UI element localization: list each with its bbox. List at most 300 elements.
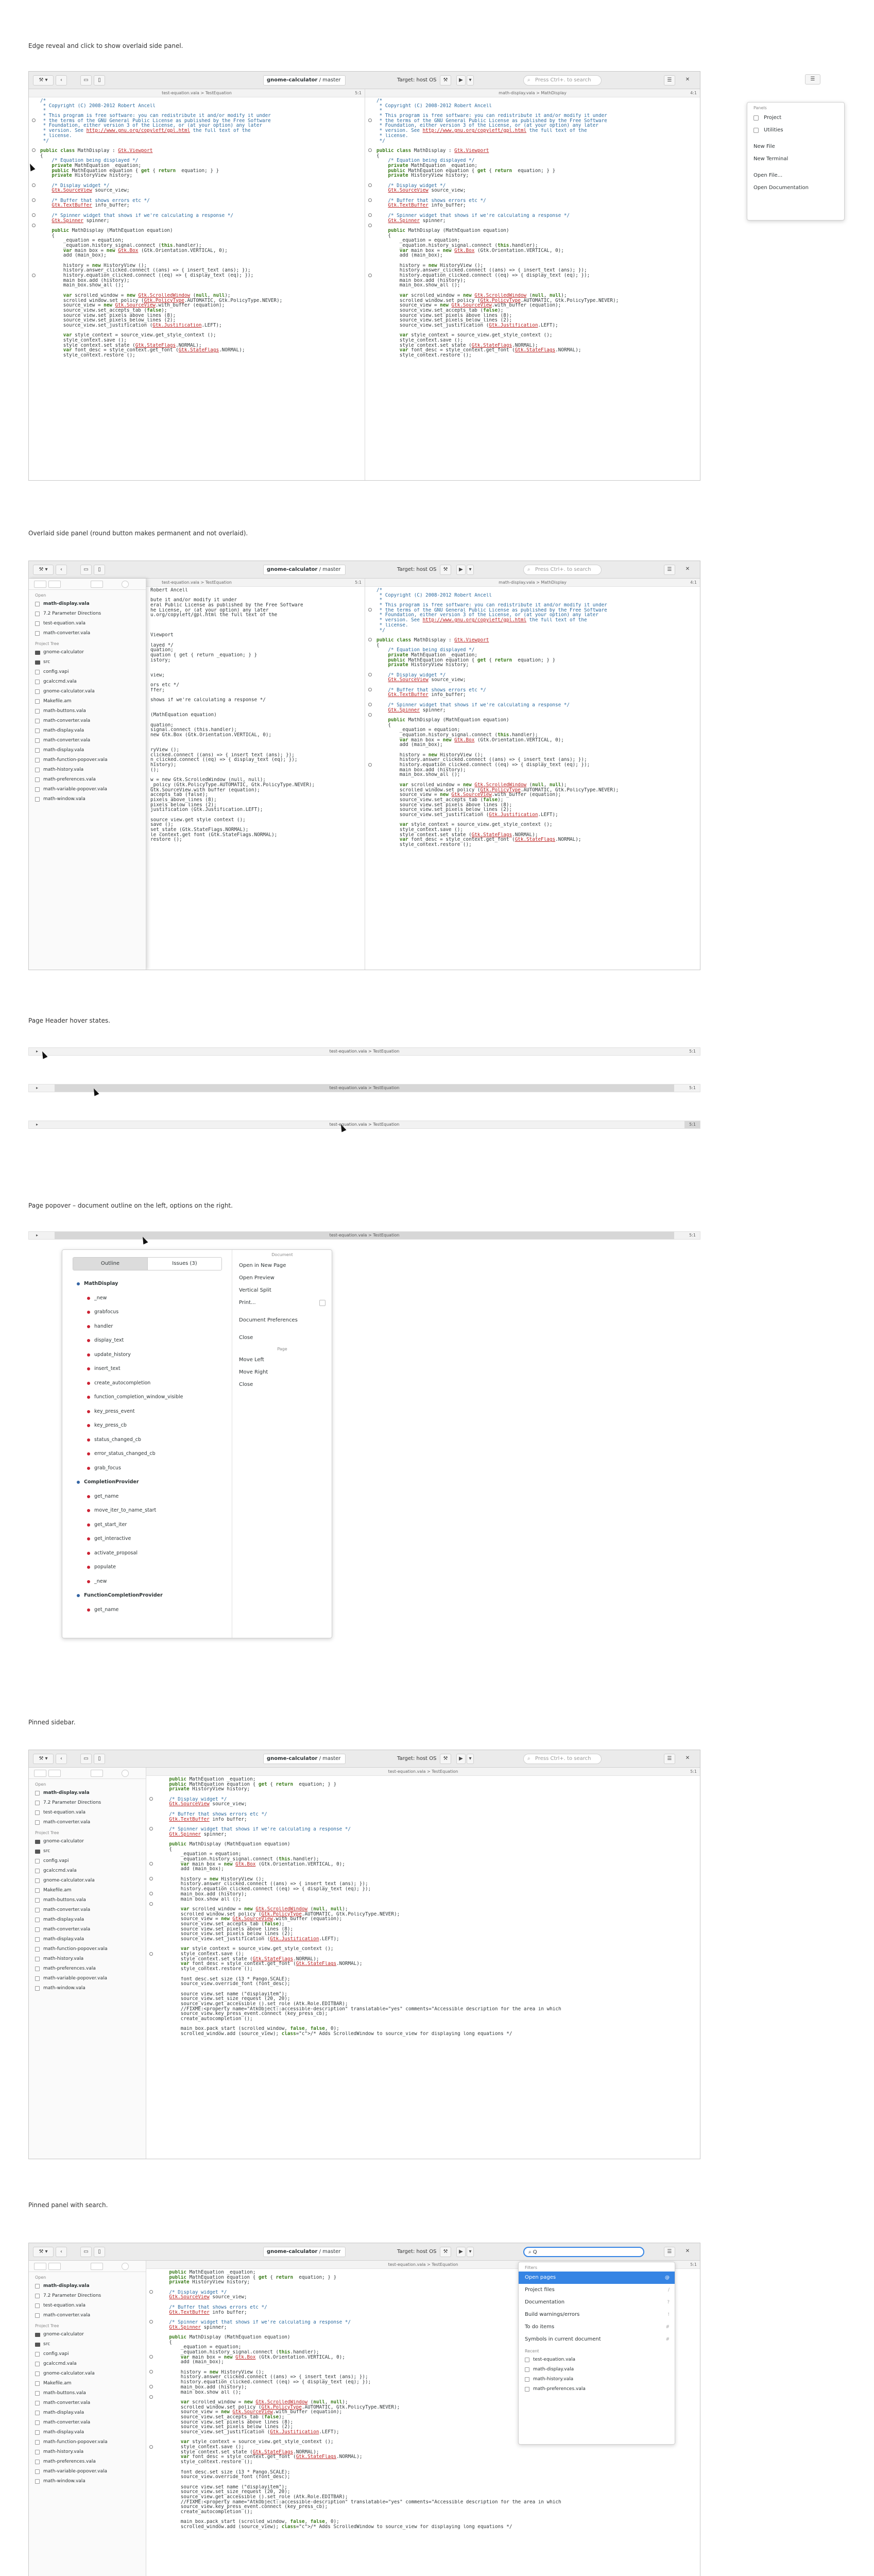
project-tree-item[interactable]: math-preferences.vala bbox=[29, 2457, 146, 2467]
project-tree-item[interactable]: math-function-popover.vala bbox=[29, 1944, 146, 1954]
open-page-item[interactable]: math-display.vala bbox=[29, 599, 146, 609]
gutter-marker bbox=[368, 673, 372, 676]
folder-icon bbox=[35, 2333, 40, 2337]
code-line: public MathEquation equation { get { return _equation; } } bbox=[388, 168, 556, 174]
search-filter-item[interactable]: Documentation ? bbox=[525, 2299, 670, 2305]
project-tree-item[interactable]: math-buttons.vala bbox=[29, 1895, 146, 1905]
sidebar-toolbar bbox=[29, 2261, 146, 2272]
code-line bbox=[150, 677, 365, 683]
edit-icon[interactable] bbox=[91, 581, 103, 588]
outline-item[interactable]: get_name bbox=[62, 1489, 232, 1504]
project-tree-item[interactable]: math-display.vala bbox=[29, 2428, 146, 2437]
play-icon: ▶ bbox=[459, 77, 463, 83]
menu-button[interactable] bbox=[664, 2247, 675, 2257]
project-tree-item[interactable]: gcalccmd.vala bbox=[29, 677, 146, 687]
caption-overlaid-panel: Overlaid side panel (round button makes permanent and not overlaid). bbox=[28, 530, 248, 537]
page-popover bbox=[62, 1249, 332, 1638]
outline-item[interactable]: FunctionCompletionProvider bbox=[62, 1588, 232, 1603]
edit-icon[interactable] bbox=[91, 2263, 103, 2270]
project-tree-item[interactable]: math-variable-popover.vala bbox=[29, 2467, 146, 2477]
run-button[interactable] bbox=[456, 2247, 466, 2257]
back-button[interactable] bbox=[56, 1754, 67, 1764]
menu-open-file[interactable]: Open File... bbox=[753, 173, 783, 178]
document-icon: ▭ bbox=[83, 77, 89, 83]
recent-item[interactable]: test-equation.vala bbox=[519, 2355, 675, 2365]
code-line: var style_context = source_view.get_style_context (); bbox=[180, 2439, 334, 2445]
code-line: Gtk.TextBuffer info_buffer; bbox=[169, 1817, 247, 1822]
chevron-right-icon[interactable]: ▸ bbox=[36, 1086, 39, 1090]
code-line bbox=[158, 2515, 700, 2520]
close-button[interactable] bbox=[682, 2247, 693, 2257]
build-target[interactable]: Target: host OS bbox=[397, 77, 437, 83]
page-header[interactable]: test-equation.vala > TestEquation 5:1 bbox=[146, 1768, 700, 1776]
recent-item[interactable]: math-display.vala bbox=[519, 2365, 675, 2375]
code-line: public MathDisplay (MathEquation equation) bbox=[52, 228, 173, 233]
build-button[interactable] bbox=[440, 1754, 451, 1764]
code-line bbox=[150, 738, 365, 743]
run-button[interactable] bbox=[456, 1754, 466, 1764]
project-tree-item[interactable]: math-history.vala bbox=[29, 2447, 146, 2457]
project-tree-item[interactable]: gnome-calculator bbox=[29, 1837, 146, 1846]
new-document-button[interactable] bbox=[80, 75, 92, 86]
menu-move-right[interactable]: Move Right bbox=[239, 1369, 268, 1375]
back-button[interactable] bbox=[56, 565, 67, 575]
page-header[interactable]: test-equation.vala > TestEquation 5:1 bbox=[29, 89, 365, 97]
page-header[interactable]: test-equation.vala > TestEquation 5:1 bbox=[146, 2261, 700, 2269]
menu-button[interactable] bbox=[664, 565, 675, 575]
open-page-item[interactable]: math-display.vala bbox=[29, 1788, 146, 1798]
tab-issues[interactable]: Issues (3) bbox=[147, 1258, 221, 1270]
code-line: var style_context = source_view.get_style_context (); bbox=[399, 822, 553, 827]
code-line: main_box.add (history); bbox=[158, 1891, 247, 1897]
code-line: style_context.set_state (Gtk.StateFlags.NORMAL); bbox=[40, 343, 202, 348]
code-line: { bbox=[158, 1846, 172, 1852]
code-line: style_context.set_state (Gtk.StateFlags.NORMAL); bbox=[376, 832, 538, 838]
recent-item[interactable]: math-history.vala bbox=[519, 2375, 675, 2384]
menu-vertical-split[interactable]: Vertical Split bbox=[239, 1287, 271, 1293]
window-pinned-search bbox=[28, 2243, 700, 2576]
page-header[interactable]: math-display.vala > MathDisplay 4:1 bbox=[365, 579, 700, 587]
split-view-button[interactable] bbox=[94, 2247, 105, 2257]
project-tree-item[interactable]: math-buttons.vala bbox=[29, 2388, 146, 2398]
menu-close-page[interactable]: Close bbox=[239, 1382, 253, 1387]
code-line: scrolled_window.add (source_view); class="c">/* Adds ScrolledWindow to source_view for displaying long equations */ bbox=[158, 2031, 512, 2037]
outline-item[interactable]: get_start_iter bbox=[62, 1518, 232, 1532]
search-filter-item[interactable]: Project files / bbox=[525, 2287, 670, 2293]
outline-item[interactable]: activate_proposal bbox=[62, 1546, 232, 1561]
project-branch-label[interactable] bbox=[263, 75, 346, 86]
project-tree-item[interactable]: math-variable-popover.vala bbox=[29, 785, 146, 794]
build-button[interactable] bbox=[440, 2247, 451, 2257]
project-tree-item[interactable]: src bbox=[29, 657, 146, 667]
outline-item[interactable]: _new bbox=[62, 1291, 232, 1306]
editor-gutter bbox=[29, 98, 39, 480]
page-header-active[interactable]: ▸ test-equation.vala > TestEquation 5:1 bbox=[28, 1231, 700, 1240]
project-tree-item[interactable]: math-function-popover.vala bbox=[29, 2437, 146, 2447]
code-line: public MathEquation _equation; bbox=[169, 1777, 256, 1782]
build-menu-button[interactable] bbox=[33, 565, 54, 575]
code-line: source_view.set_accepts_tab (false); bbox=[158, 2414, 285, 2420]
list-view-icon[interactable] bbox=[34, 2263, 46, 2270]
file-icon bbox=[35, 2479, 40, 2484]
panels-menu-button[interactable]: ☰ bbox=[805, 74, 820, 84]
code-line: source_view.set_justification (Gtk.Justification.LEFT); bbox=[158, 1937, 339, 1942]
panel-toggle-project[interactable]: Project bbox=[747, 112, 844, 124]
branch-name: / master bbox=[319, 2249, 341, 2255]
outline-item[interactable]: error_status_changed_cb bbox=[62, 1447, 232, 1461]
close-button[interactable] bbox=[682, 75, 693, 86]
code-line: var style_context = source_view.get_style_context (); bbox=[180, 1946, 334, 1952]
outline-item[interactable]: create_autocompletion bbox=[62, 1376, 232, 1391]
edit-icon[interactable] bbox=[91, 1770, 103, 1777]
project-tree-item[interactable]: config.vapi bbox=[29, 667, 146, 677]
file-icon bbox=[35, 1976, 40, 1981]
code-line: * This program is free software: you can redistribute it and/or modify it under bbox=[40, 113, 271, 118]
outline-item[interactable]: grab_focus bbox=[62, 1461, 232, 1476]
menu-open-preview[interactable]: Open Preview bbox=[239, 1275, 275, 1281]
open-page-item[interactable]: 7.2 Parameter Directions bbox=[29, 1798, 146, 1808]
new-document-button[interactable] bbox=[80, 565, 92, 575]
panel-toggle-utilities[interactable]: Utilities bbox=[747, 124, 844, 137]
menu-open-new-page[interactable]: Open in New Page bbox=[239, 1263, 286, 1268]
hammer-icon: ⚒ ▾ bbox=[39, 1756, 48, 1761]
code-line: history.answer_clicked.connect ((ans) => { insert_text (ans); }); bbox=[158, 2375, 368, 2380]
outline-item[interactable]: display_text bbox=[62, 1333, 232, 1348]
header-bar bbox=[29, 561, 700, 579]
search-filter-item[interactable]: Open pages @ bbox=[519, 2272, 675, 2284]
document-icon bbox=[525, 2367, 529, 2372]
project-tree-item[interactable]: config.vapi bbox=[29, 1856, 146, 1866]
chevron-right-icon[interactable]: ▸ bbox=[36, 1049, 39, 1054]
outline-item[interactable]: _new bbox=[62, 1574, 232, 1589]
project-tree-item[interactable]: math-buttons.vala bbox=[29, 706, 146, 716]
project-tree-item[interactable]: math-preferences.vala bbox=[29, 775, 146, 785]
symbol-icon bbox=[87, 1396, 90, 1399]
project-tree-item[interactable]: math-converter.vala bbox=[29, 736, 146, 745]
open-page-item[interactable]: 7.2 Parameter Directions bbox=[29, 2291, 146, 2301]
project-tree-item[interactable]: math-display.vala bbox=[29, 1935, 146, 1944]
gutter-marker bbox=[149, 1862, 153, 1866]
project-tree-heading: Project Tree bbox=[35, 2324, 59, 2328]
pin-panel-button[interactable] bbox=[122, 2263, 129, 2270]
code-line bbox=[376, 193, 700, 198]
project-branch-label[interactable] bbox=[263, 565, 346, 575]
project-tree-item[interactable]: math-converter.vala bbox=[29, 2418, 146, 2428]
code-line: _equation.history_signal.connect (this.handler); bbox=[40, 243, 202, 248]
hammer-icon: ⚒ bbox=[443, 2249, 448, 2255]
symbol-icon bbox=[87, 1566, 90, 1569]
project-tree-item[interactable]: math-variable-popover.vala bbox=[29, 1974, 146, 1984]
project-name: gnome-calculator bbox=[267, 1756, 318, 1761]
list-view-icon[interactable] bbox=[34, 581, 46, 588]
grid-view-icon[interactable] bbox=[48, 2263, 61, 2270]
code-line: /* Equation being displayed */ bbox=[376, 648, 475, 653]
page-header-hover[interactable]: ▸ test-equation.vala > TestEquation 5:1 bbox=[28, 1084, 700, 1092]
file-icon bbox=[35, 689, 40, 694]
code-line: var main_box = new Gtk.Box (Gtk.Orientation.VERTICAL, 0); bbox=[180, 1861, 345, 1867]
open-page-item[interactable]: test-equation.vala bbox=[29, 619, 146, 629]
project-tree-item[interactable]: math-converter.vala bbox=[29, 2398, 146, 2408]
gutter-marker bbox=[149, 1877, 153, 1880]
open-page-item[interactable]: math-display.vala bbox=[29, 2281, 146, 2291]
code-line: pixels_below_lines (2); bbox=[150, 802, 217, 808]
file-icon bbox=[35, 2362, 40, 2366]
outline-item[interactable]: CompletionProvider bbox=[62, 1475, 232, 1489]
project-tree-item[interactable]: math-preferences.vala bbox=[29, 1964, 146, 1974]
build-target[interactable]: Target: host OS bbox=[397, 567, 437, 572]
split-view-button[interactable] bbox=[94, 75, 105, 86]
project-tree-item[interactable]: gnome-calculator bbox=[29, 648, 146, 657]
code-line: add (main_box); bbox=[376, 253, 443, 258]
run-options-button[interactable] bbox=[467, 2247, 474, 2257]
project-tree-item[interactable]: math-function-popover.vala bbox=[29, 755, 146, 765]
code-line: history.answer_clicked.connect ((ans) => { insert_text (ans); }); bbox=[376, 757, 587, 763]
search-input[interactable]: ⌕ Q bbox=[523, 2247, 644, 2257]
project-tree-item[interactable]: Makefile.am bbox=[29, 697, 146, 706]
close-button[interactable] bbox=[682, 1754, 693, 1764]
list-view-icon[interactable] bbox=[34, 1770, 46, 1777]
project-tree-item[interactable]: gnome-calculator.vala bbox=[29, 687, 146, 697]
close-button[interactable] bbox=[682, 565, 693, 575]
branch-name: / master bbox=[319, 567, 341, 572]
code-line: bute it and/or modify it under bbox=[150, 598, 237, 603]
outline-item[interactable]: MathDisplay bbox=[62, 1277, 232, 1291]
symbol-icon bbox=[87, 1311, 90, 1314]
split-view-button[interactable] bbox=[94, 565, 105, 575]
build-menu-button[interactable] bbox=[33, 1754, 54, 1764]
file-icon bbox=[35, 1986, 40, 1991]
code-line: */ bbox=[376, 138, 385, 144]
editor-pane[interactable] bbox=[146, 1768, 700, 2159]
caption-pinned-sidebar: Pinned sidebar. bbox=[28, 1719, 76, 1726]
menu-new-file[interactable]: New File bbox=[753, 144, 775, 149]
code-line: source_view.set_pixels_above_lines (8); bbox=[40, 313, 176, 318]
run-options-button[interactable] bbox=[467, 565, 474, 575]
editor-pane-right[interactable] bbox=[365, 89, 700, 480]
grid-view-icon[interactable] bbox=[48, 1770, 61, 1777]
project-tree-item[interactable]: math-display.vala bbox=[29, 726, 146, 736]
page-header-position-hover[interactable]: ▸ test-equation.vala > TestEquation 5:1 bbox=[28, 1121, 700, 1129]
build-button[interactable] bbox=[440, 75, 451, 86]
code-line: _equation = equation; bbox=[376, 238, 460, 243]
code-line: var style_context = source_view.get_style_context (); bbox=[63, 333, 216, 338]
project-tree-item[interactable]: math-converter.vala bbox=[29, 1905, 146, 1915]
split-view-button[interactable] bbox=[94, 1754, 105, 1764]
menu-close-document[interactable]: Close bbox=[239, 1335, 253, 1341]
menu-move-left[interactable]: Move Left bbox=[239, 1357, 264, 1363]
project-tree-item[interactable]: math-converter.vala bbox=[29, 716, 146, 726]
search-filter-item[interactable]: Symbols in current document # bbox=[525, 2336, 670, 2342]
page-header-normal[interactable]: ▸ test-equation.vala > TestEquation 5:1 bbox=[28, 1047, 700, 1056]
pin-panel-button[interactable] bbox=[122, 1770, 129, 1777]
source-code[interactable] bbox=[376, 98, 700, 358]
project-tree-item[interactable]: Makefile.am bbox=[29, 1886, 146, 1895]
gutter-marker bbox=[32, 148, 36, 152]
menu-open-documentation[interactable]: Open Documentation bbox=[753, 185, 809, 191]
project-tree-item[interactable]: math-display.vala bbox=[29, 2408, 146, 2418]
code-line: _equation = equation; bbox=[158, 1852, 242, 1857]
project-tree-item[interactable]: math-window.vala bbox=[29, 2477, 146, 2486]
project-tree-item[interactable]: math-window.vala bbox=[29, 794, 146, 804]
project-tree-item[interactable]: math-history.vala bbox=[29, 765, 146, 775]
code-line: (MathEquation equation) bbox=[150, 713, 217, 718]
run-options-button[interactable] bbox=[467, 75, 474, 86]
project-tree-item[interactable]: src bbox=[29, 2340, 146, 2349]
build-target[interactable]: Target: host OS bbox=[397, 2249, 437, 2255]
tab-outline[interactable]: Outline bbox=[73, 1258, 147, 1270]
outline-item[interactable]: function_completion_window_visible bbox=[62, 1390, 232, 1404]
project-tree-item[interactable]: math-window.vala bbox=[29, 1984, 146, 1993]
search-input[interactable]: ⌕ Press Ctrl+. to search bbox=[523, 565, 602, 575]
recent-item[interactable]: math-preferences.vala bbox=[519, 2384, 675, 2394]
back-button[interactable] bbox=[56, 75, 67, 86]
gutter-marker bbox=[32, 224, 36, 227]
page-header[interactable]: test-equation.vala > TestEquation 5:1 bbox=[29, 579, 365, 587]
code-line: * the terms of the GNU General Public License as published by the Free Software bbox=[40, 118, 271, 124]
project-tree-item[interactable]: gnome-calculator.vala bbox=[29, 1876, 146, 1886]
symbol-icon bbox=[87, 1509, 90, 1512]
chevron-right-icon[interactable]: ▸ bbox=[36, 1233, 39, 1238]
code-line: Gtk.TextBuffer info_buffer; bbox=[388, 692, 466, 698]
project-tree-item[interactable]: math-converter.vala bbox=[29, 1925, 146, 1935]
menu-print[interactable]: Print... bbox=[233, 1297, 332, 1309]
source-code[interactable] bbox=[158, 1777, 700, 2037]
open-page-item[interactable]: test-equation.vala bbox=[29, 1808, 146, 1818]
menu-document-preferences[interactable]: Document Preferences bbox=[239, 1317, 298, 1323]
build-target[interactable]: Target: host OS bbox=[397, 1756, 437, 1761]
hammer-icon: ⚒ ▾ bbox=[39, 567, 48, 572]
build-menu-button[interactable] bbox=[33, 2247, 54, 2257]
open-page-item[interactable]: math-converter.vala bbox=[29, 1818, 146, 1827]
menu-button[interactable] bbox=[664, 1754, 675, 1764]
sidebar-toolbar bbox=[29, 1768, 146, 1779]
chevron-right-icon[interactable]: ▸ bbox=[36, 1122, 39, 1127]
editor-gutter bbox=[146, 2270, 157, 2576]
menu-new-terminal[interactable]: New Terminal bbox=[753, 156, 789, 162]
code-line: main_box.pack_start (scrolled_window, false, false, 0); bbox=[158, 2026, 339, 2032]
search-filter-item[interactable]: Build warnings/errors ! bbox=[525, 2312, 670, 2317]
back-button[interactable] bbox=[56, 2247, 67, 2257]
project-tree-item[interactable]: config.vapi bbox=[29, 2349, 146, 2359]
header-bar bbox=[29, 72, 700, 89]
open-page-item[interactable]: 7.2 Parameter Directions bbox=[29, 609, 146, 619]
code-line: * Foundation, either version 3 of the License, or (at your option) any later bbox=[40, 123, 262, 129]
gutter-marker bbox=[368, 213, 372, 217]
code-line: history = new HistoryView (); bbox=[40, 263, 147, 268]
outline-item[interactable]: key_press_cb bbox=[62, 1418, 232, 1433]
outline-item[interactable]: update_history bbox=[62, 1348, 232, 1362]
code-line: * license. bbox=[376, 133, 408, 139]
project-tree-item[interactable]: Makefile.am bbox=[29, 2379, 146, 2388]
code-line: var scrolled_window = new Gtk.ScrolledWindow (null, null); bbox=[63, 293, 231, 298]
project-tree-item[interactable]: gcalccmd.vala bbox=[29, 2359, 146, 2369]
project-tree-item[interactable]: math-history.vala bbox=[29, 1954, 146, 1964]
file-icon bbox=[35, 2469, 40, 2474]
window-edge-reveal bbox=[28, 71, 700, 481]
run-button[interactable] bbox=[456, 75, 466, 86]
chevron-down-icon: ▾ bbox=[469, 2249, 472, 2255]
menu-button[interactable] bbox=[664, 75, 675, 86]
outline-item[interactable]: status_changed_cb bbox=[62, 1433, 232, 1447]
outline-item[interactable]: get_name bbox=[62, 1603, 232, 1617]
project-branch-label[interactable] bbox=[263, 2247, 346, 2257]
project-tree-item[interactable]: src bbox=[29, 1846, 146, 1856]
run-button[interactable] bbox=[456, 565, 466, 575]
file-icon bbox=[35, 719, 40, 723]
sidebar-toolbar bbox=[29, 579, 146, 590]
code-line bbox=[150, 663, 365, 668]
grid-view-icon[interactable] bbox=[48, 581, 61, 588]
new-document-button[interactable] bbox=[80, 2247, 92, 2257]
code-line bbox=[40, 258, 365, 263]
source-code[interactable] bbox=[150, 588, 365, 842]
source-code[interactable] bbox=[376, 588, 700, 848]
search-input[interactable]: ⌕ Press Ctrl+. to search bbox=[523, 75, 602, 86]
project-tree-item[interactable]: gcalccmd.vala bbox=[29, 1866, 146, 1876]
project-branch-label[interactable] bbox=[263, 1754, 346, 1764]
code-line: Gtk.SourceView source_view; bbox=[388, 188, 466, 194]
pin-panel-button[interactable] bbox=[122, 581, 129, 588]
new-document-button[interactable] bbox=[80, 1754, 92, 1764]
project-tree-item[interactable]: gnome-calculator bbox=[29, 2330, 146, 2340]
outline-item[interactable]: move_iter_to_name_start bbox=[62, 1503, 232, 1518]
search-filter-item[interactable]: To do items # bbox=[525, 2324, 670, 2330]
code-line: add (main_box); bbox=[158, 1867, 224, 1872]
code-line: /* Spinner widget that shows if we're calculating a response */ bbox=[40, 213, 234, 218]
code-line: public MathEquation _equation; bbox=[169, 2270, 256, 2275]
branch-name: / master bbox=[319, 77, 341, 83]
run-options-button[interactable] bbox=[467, 1754, 474, 1764]
options-panel bbox=[233, 1250, 332, 1638]
gutter-marker bbox=[32, 213, 36, 217]
build-button[interactable] bbox=[440, 565, 451, 575]
code-line: var main_box = new Gtk.Box (Gtk.Orientation.VERTICAL, 0); bbox=[399, 248, 564, 253]
code-line bbox=[150, 812, 365, 818]
code-line bbox=[150, 628, 365, 633]
project-tree-item[interactable]: math-display.vala bbox=[29, 745, 146, 755]
editor-pane-right[interactable] bbox=[365, 579, 700, 970]
code-line: source_view.set_name ("displayitem"); bbox=[158, 2484, 287, 2490]
build-menu-button[interactable] bbox=[33, 75, 54, 86]
open-page-item[interactable]: math-converter.vala bbox=[29, 2311, 146, 2320]
outline-item[interactable]: key_press_event bbox=[62, 1404, 232, 1419]
page-header[interactable]: math-display.vala > MathDisplay 4:1 bbox=[365, 89, 700, 97]
outline-item[interactable]: get_interactive bbox=[62, 1532, 232, 1546]
search-input[interactable]: ⌕ Press Ctrl+. to search bbox=[523, 1754, 602, 1764]
outline-item[interactable]: handler bbox=[62, 1319, 232, 1334]
code-line: view; bbox=[150, 672, 165, 678]
code-line bbox=[158, 1792, 700, 1797]
code-line: scrolled_window.set_policy (Gtk.PolicyType.AUTOMATIC, Gtk.PolicyType.NEVER); bbox=[158, 1911, 400, 1917]
open-page-item[interactable]: math-converter.vala bbox=[29, 629, 146, 638]
code-line: _equation = equation; bbox=[376, 727, 460, 733]
code-line: public class MathDisplay : Gtk.Viewport bbox=[376, 637, 489, 643]
code-line: source_view.override_font (font_desc); bbox=[158, 1981, 290, 1987]
source-code[interactable] bbox=[40, 98, 365, 358]
code-line: var font_desc = style_context.get_font (Gtk.StateFlags.NORMAL); bbox=[399, 837, 581, 843]
outline-item[interactable]: grabfocus bbox=[62, 1305, 232, 1319]
outline-item[interactable]: insert_text bbox=[62, 1362, 232, 1376]
editor-pane-left[interactable] bbox=[29, 89, 365, 480]
project-tree-item[interactable]: math-display.vala bbox=[29, 1915, 146, 1925]
caption-header-hover: Page Header hover states. bbox=[28, 1017, 111, 1024]
open-page-item[interactable]: test-equation.vala bbox=[29, 2301, 146, 2311]
project-tree-item[interactable]: gnome-calculator.vala bbox=[29, 2369, 146, 2379]
code-line: style_context.save (); bbox=[40, 338, 127, 343]
code-line bbox=[376, 713, 700, 718]
file-icon bbox=[35, 2420, 40, 2425]
outline-item[interactable]: populate bbox=[62, 1560, 232, 1574]
